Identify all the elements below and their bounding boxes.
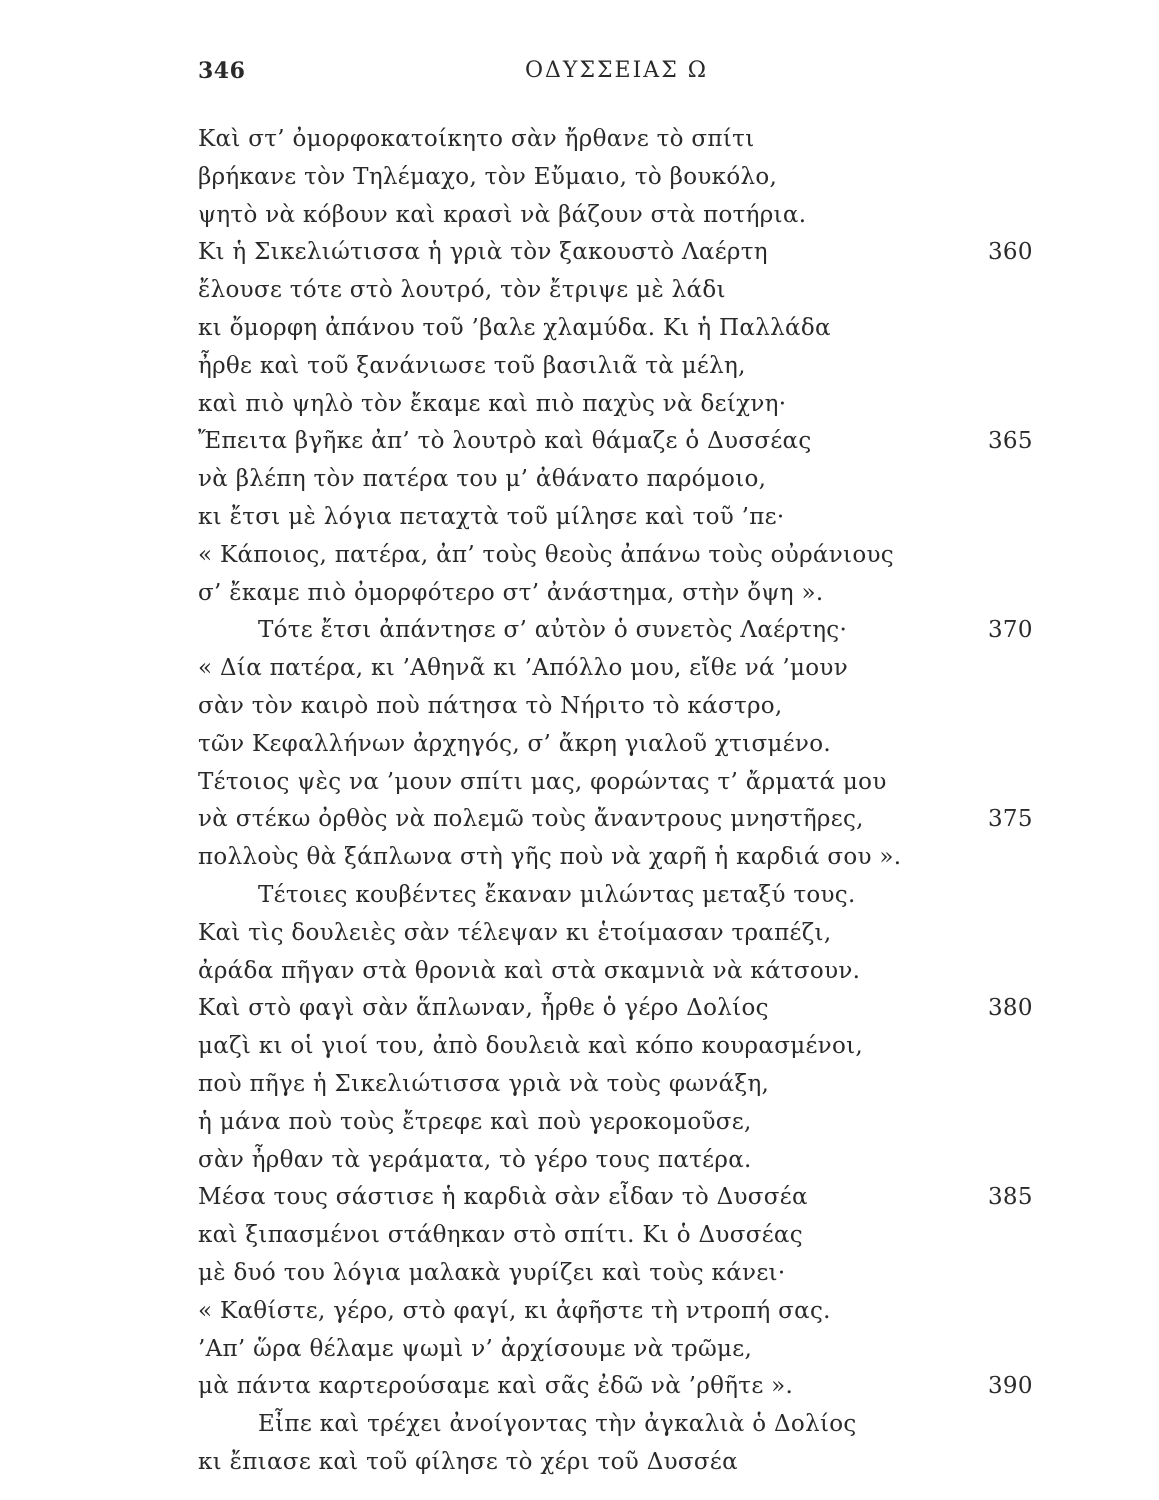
verse-line: [198, 234, 1033, 272]
verse-text: « Δία πατέρα, κι ’Αθηνᾶ κι ’Απόλλο μου, εἴθε νά ’μουν: [198, 655, 848, 682]
line-number: 380: [988, 995, 1033, 1022]
line-number: 390: [988, 1373, 1033, 1400]
verse-text: κι ἔπιασε καὶ τοῦ φίλησε τὸ χέρι τοῦ Δυσσέα: [198, 1448, 738, 1475]
verse-line: [198, 612, 1033, 650]
verse-line: [198, 1444, 918, 1482]
verse-text: καὶ ξιπασμένοι στάθηκαν στὸ σπίτι. Κι ὁ Δυσσέας: [198, 1222, 803, 1249]
verse-text: Ἔπειτα βγῆκε ἀπ’ τὸ λουτρὸ καὶ θάμαζε ὁ Δυσσέας: [198, 428, 812, 455]
verse-text: Τότε ἔτσι ἀπάντησε σ’ αὐτὸν ὁ συνετὸς Λαέρτης·: [258, 617, 848, 644]
verse-text: Καὶ τὶς δουλειὲς σὰν τέλεψαν κι ἑτοίμασαν τραπέζι,: [198, 919, 832, 946]
verse-line: [198, 537, 918, 575]
verse-text: Εἶπε καὶ τρέχει ἀνοίγοντας τὴν ἀγκαλιὰ ὁ Δολίος: [258, 1411, 857, 1438]
verse-line: [198, 1217, 918, 1255]
verse-text: ψητὸ νὰ κόβουν καὶ κρασὶ νὰ βάζουν στὰ ποτήρια.: [198, 201, 807, 228]
verse-text: βρήκανε τὸν Τηλέμαχο, τὸν Εὔμαιο, τὸ βουκόλο,: [198, 163, 778, 190]
verse-line: [198, 461, 918, 499]
verse-text: Τέτοιος ψὲς να ’μουν σπίτι μας, φορώντας τ’ ἄρματά μου: [198, 768, 887, 795]
verse-line: [198, 650, 918, 688]
running-title: ΟΔΥΣΣΕΙΑΣ Ω: [525, 58, 708, 83]
line-number: 370: [988, 617, 1033, 644]
page-number: 346: [198, 58, 246, 84]
verse-text: μὲ δυό του λόγια μαλακὰ γυρίζει καὶ τοὺς κάνει·: [198, 1259, 786, 1286]
verse-text: ’Απ’ ὥρα θέλαμε ψωμὶ ν’ ἀρχίσουμε νὰ τρῶμε,: [198, 1335, 753, 1362]
verse-line: [198, 726, 918, 764]
verse-line: [198, 1406, 918, 1444]
verse-line: [198, 1368, 1033, 1406]
line-number: 385: [988, 1184, 1033, 1211]
verse-line: [198, 121, 918, 159]
verse-block: [198, 121, 1033, 1482]
verse-text: Καὶ στ’ ὀμορφοκατοίκητο σὰν ἤρθανε τὸ σπίτι: [198, 126, 755, 152]
verse-line: [198, 386, 918, 424]
verse-text: ἡ μάνα ποὺ τοὺς ἔτρεφε καὶ ποὺ γεροκομοῦσε,: [198, 1108, 752, 1135]
verse-text: μαζὶ κι οἱ γιοί του, ἀπὸ δουλειὰ καὶ κόπο κουρασμένοι,: [198, 1033, 864, 1060]
verse-text: τῶν Κεφαλλήνων ἀρχηγός, σ’ ἄκρη γιαλοῦ χτισμένο.: [198, 730, 831, 757]
verse-text: Καὶ στὸ φαγὶ σὰν ἅπλωναν, ἦρθε ὁ γέρο Δολίος: [198, 995, 769, 1022]
verse-line: [198, 1142, 918, 1180]
verse-line: [198, 688, 918, 726]
verse-line: [198, 575, 918, 613]
verse-text: νὰ στέκω ὀρθὸς νὰ πολεμῶ τοὺς ἄναντρους μνηστῆρες,: [198, 806, 864, 833]
verse-line: [198, 272, 918, 310]
verse-line: [198, 1104, 918, 1142]
verse-line: [198, 499, 918, 537]
verse-text: ἦρθε καὶ τοῦ ξανάνιωσε τοῦ βασιλιᾶ τὰ μέλη,: [198, 352, 746, 379]
verse-line: [198, 1066, 918, 1104]
verse-text: καὶ πιὸ ψηλὸ τὸν ἔκαμε καὶ πιὸ παχὺς νὰ δείχνη·: [198, 390, 787, 417]
line-number: 375: [988, 806, 1033, 833]
verse-text: Κι ἡ Σικελιώτισσα ἡ γριὰ τὸν ξακουστὸ Λαέρτη: [198, 239, 768, 266]
line-number: 365: [988, 428, 1033, 455]
verse-line: [198, 1293, 918, 1331]
verse-text: κι ἔτσι μὲ λόγια πεταχτὰ τοῦ μίλησε καὶ τοῦ ’πε·: [198, 503, 785, 530]
verse-text: πολλοὺς θὰ ξάπλωνα στὴ γῆς ποὺ νὰ χαρῆ ἡ καρδιά σου ».: [198, 844, 902, 871]
verse-line: [198, 839, 918, 877]
line-number: 360: [988, 239, 1033, 266]
verse-text: « Καθίστε, γέρο, στὸ φαγί, κι ἀφῆστε τὴ ντροπή σας.: [198, 1297, 831, 1324]
verse-text: κι ὄμορφη ἀπάνου τοῦ ’βαλε χλαμύδα. Κι ἡ Παλλάδα: [198, 314, 831, 341]
verse-line: [198, 1179, 1033, 1217]
verse-line: [198, 159, 918, 197]
verse-text: « Κάποιος, πατέρα, ἀπ’ τοὺς θεοὺς ἀπάνω τοὺς οὐράνιους: [198, 541, 894, 568]
verse-line: [198, 877, 918, 915]
verse-text: ἔλουσε τότε στὸ λουτρό, τὸν ἔτριψε μὲ λάδι: [198, 277, 726, 304]
verse-line: [198, 423, 1033, 461]
verse-text: Τέτοιες κουβέντες ἔκαναν μιλώντας μεταξύ τους.: [258, 881, 856, 908]
verse-text: σὰν τὸν καιρὸ ποὺ πάτησα τὸ Νήριτο τὸ κάστρο,: [198, 692, 783, 719]
verse-line: [198, 1028, 918, 1066]
verse-text: ποὺ πῆγε ἡ Σικελιώτισσα γριὰ νὰ τοὺς φωνάξη,: [198, 1070, 770, 1097]
verse-line: [198, 801, 1033, 839]
verse-line: [198, 915, 918, 953]
verse-text: νὰ βλέπη τὸν πατέρα του μ’ ἀθάνατο παρόμοιο,: [198, 466, 767, 493]
verse-text: ἀράδα πῆγαν στὰ θρονιὰ καὶ στὰ σκαμνιὰ νὰ κάτσουν.: [198, 957, 861, 984]
verse-text: μὰ πάντα καρτερούσαμε καὶ σᾶς ἐδῶ νὰ ’ρθῆτε ».: [198, 1373, 794, 1400]
verse-line: [198, 764, 918, 802]
verse-line: [198, 953, 918, 991]
verse-line: [198, 1331, 918, 1369]
verse-line: [198, 990, 1033, 1028]
verse-line: [198, 310, 918, 348]
verse-line: [198, 348, 918, 386]
verse-text: σ’ ἔκαμε πιὸ ὀμορφότερο στ’ ἀνάστημα, στὴν ὄψη ».: [198, 579, 824, 606]
verse-text: Μέσα τους σάστισε ἡ καρδιὰ σὰν εἶδαν τὸ Δυσσέα: [198, 1184, 808, 1211]
verse-line: [198, 197, 918, 235]
verse-text: σὰν ἦρθαν τὰ γεράματα, τὸ γέρο τους πατέρα.: [198, 1146, 752, 1173]
verse-line: [198, 1255, 918, 1293]
